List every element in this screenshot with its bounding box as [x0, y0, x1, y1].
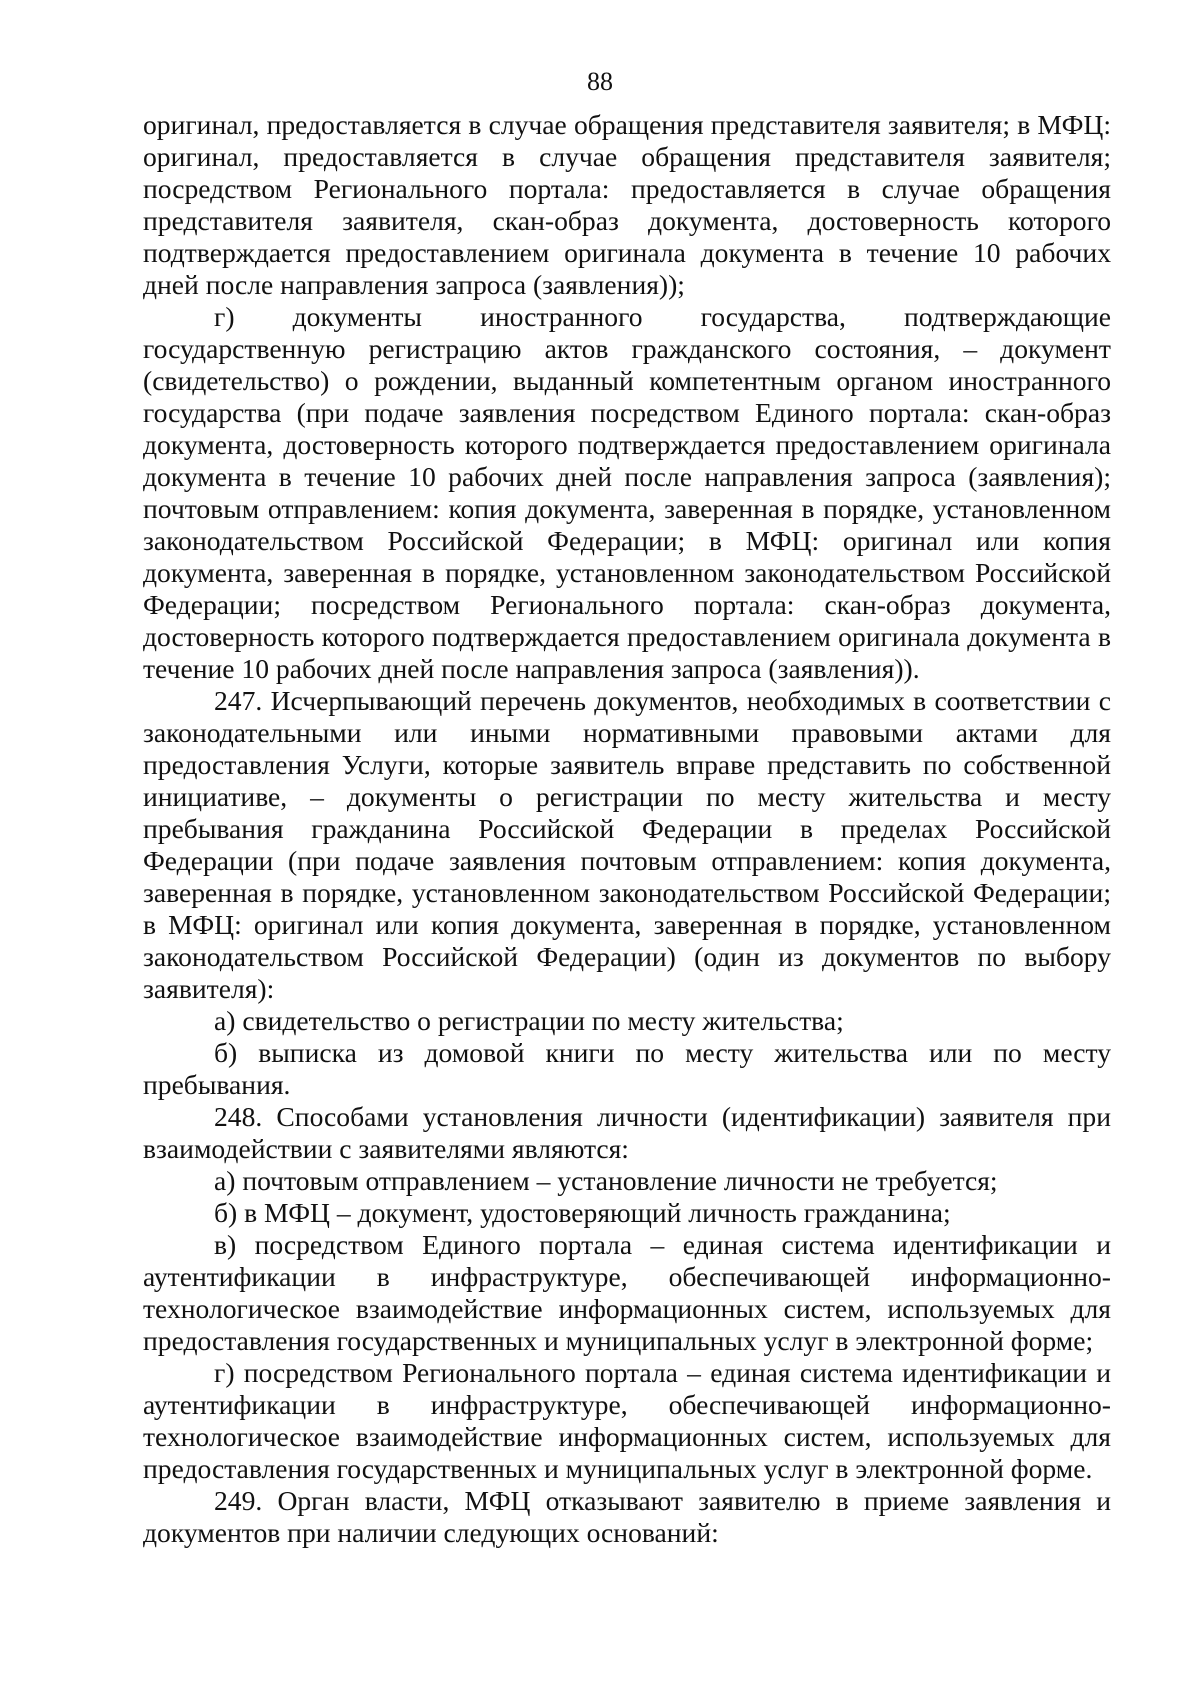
- paragraph: б) в МФЦ – документ, удостоверяющий личность гражданина;: [214, 1197, 951, 1228]
- paragraph: г) документы иностранного государства, подтверждающие государственную регистрацию актов гражданского состояния, – документ (свидетельство) о рождении, выданный компетентным органом иностранного государства (при подаче заявления посредством Единого портала: скан-образ документа, достоверность которого подтверждается предоставлением оригинала документа в течение 10 рабочих дней после направления запроса (заявления); почтовым отправлением: копия документа, заверенная в порядке, установленном законодательством Российской Федерации; в МФЦ: оригинал или копия документа, заверенная в порядке, установленном законодательством Российской Федерации; посредством Регионального портала: скан-образ документа, достоверность которого подтверждается предоставлением оригинала документа в течение 10 рабочих дней после направления запроса (заявления)).: [143, 301, 1111, 684]
- paragraph: а) свидетельство о регистрации по месту жительства;: [214, 1005, 844, 1036]
- paragraph: 249. Орган власти, МФЦ отказывают заявителю в приеме заявления и документов при наличии следующих оснований:: [143, 1485, 1111, 1548]
- paragraph: оригинал, предоставляется в случае обращения представителя заявителя; в МФЦ: оригинал, предоставляется в случае обращения представителя заявителя; посредством Регионального портала: предоставляется в случае обращения представителя заявителя, скан-образ документа, достоверность которого подтверждается предоставлением оригинала документа в течение 10 рабочих дней после направления запроса (заявления));: [143, 109, 1111, 300]
- paragraph: в) посредством Единого портала – единая система идентификации и аутентификации в инфраструктуре, обеспечивающей информационно-технологическое взаимодействие информационных систем, используемых для предоставления государственных и муниципальных услуг в электронной форме;: [143, 1229, 1111, 1356]
- paragraph: г) посредством Регионального портала – единая система идентификации и аутентификации в инфраструктуре, обеспечивающей информационно-технологическое взаимодействие информационных систем, используемых для предоставления государственных и муниципальных услуг в электронной форме.: [143, 1357, 1111, 1484]
- page-number: 88: [587, 67, 613, 96]
- paragraph: 248. Способами установления личности (идентификации) заявителя при взаимодействии с заявителями являются:: [143, 1101, 1111, 1164]
- paragraph: 247. Исчерпывающий перечень документов, необходимых в соответствии с законодательными или иными нормативными правовыми актами для предоставления Услуги, которые заявитель вправе представить по собственной инициативе, – документы о регистрации по месту жительства и месту пребывания гражданина Российской Федерации в пределах Российской Федерации (при подаче заявления почтовым отправлением: копия документа, заверенная в порядке, установленном законодательством Российской Федерации; в МФЦ: оригинал или копия документа, заверенная в порядке, установленном законодательством Российской Федерации) (один из документов по выбору заявителя):: [143, 685, 1111, 1004]
- document-body: [143, 109, 1111, 1549]
- paragraph: б) выписка из домовой книги по месту жительства или по месту пребывания.: [143, 1037, 1111, 1100]
- paragraph: а) почтовым отправлением – установление личности не требуется;: [214, 1165, 998, 1196]
